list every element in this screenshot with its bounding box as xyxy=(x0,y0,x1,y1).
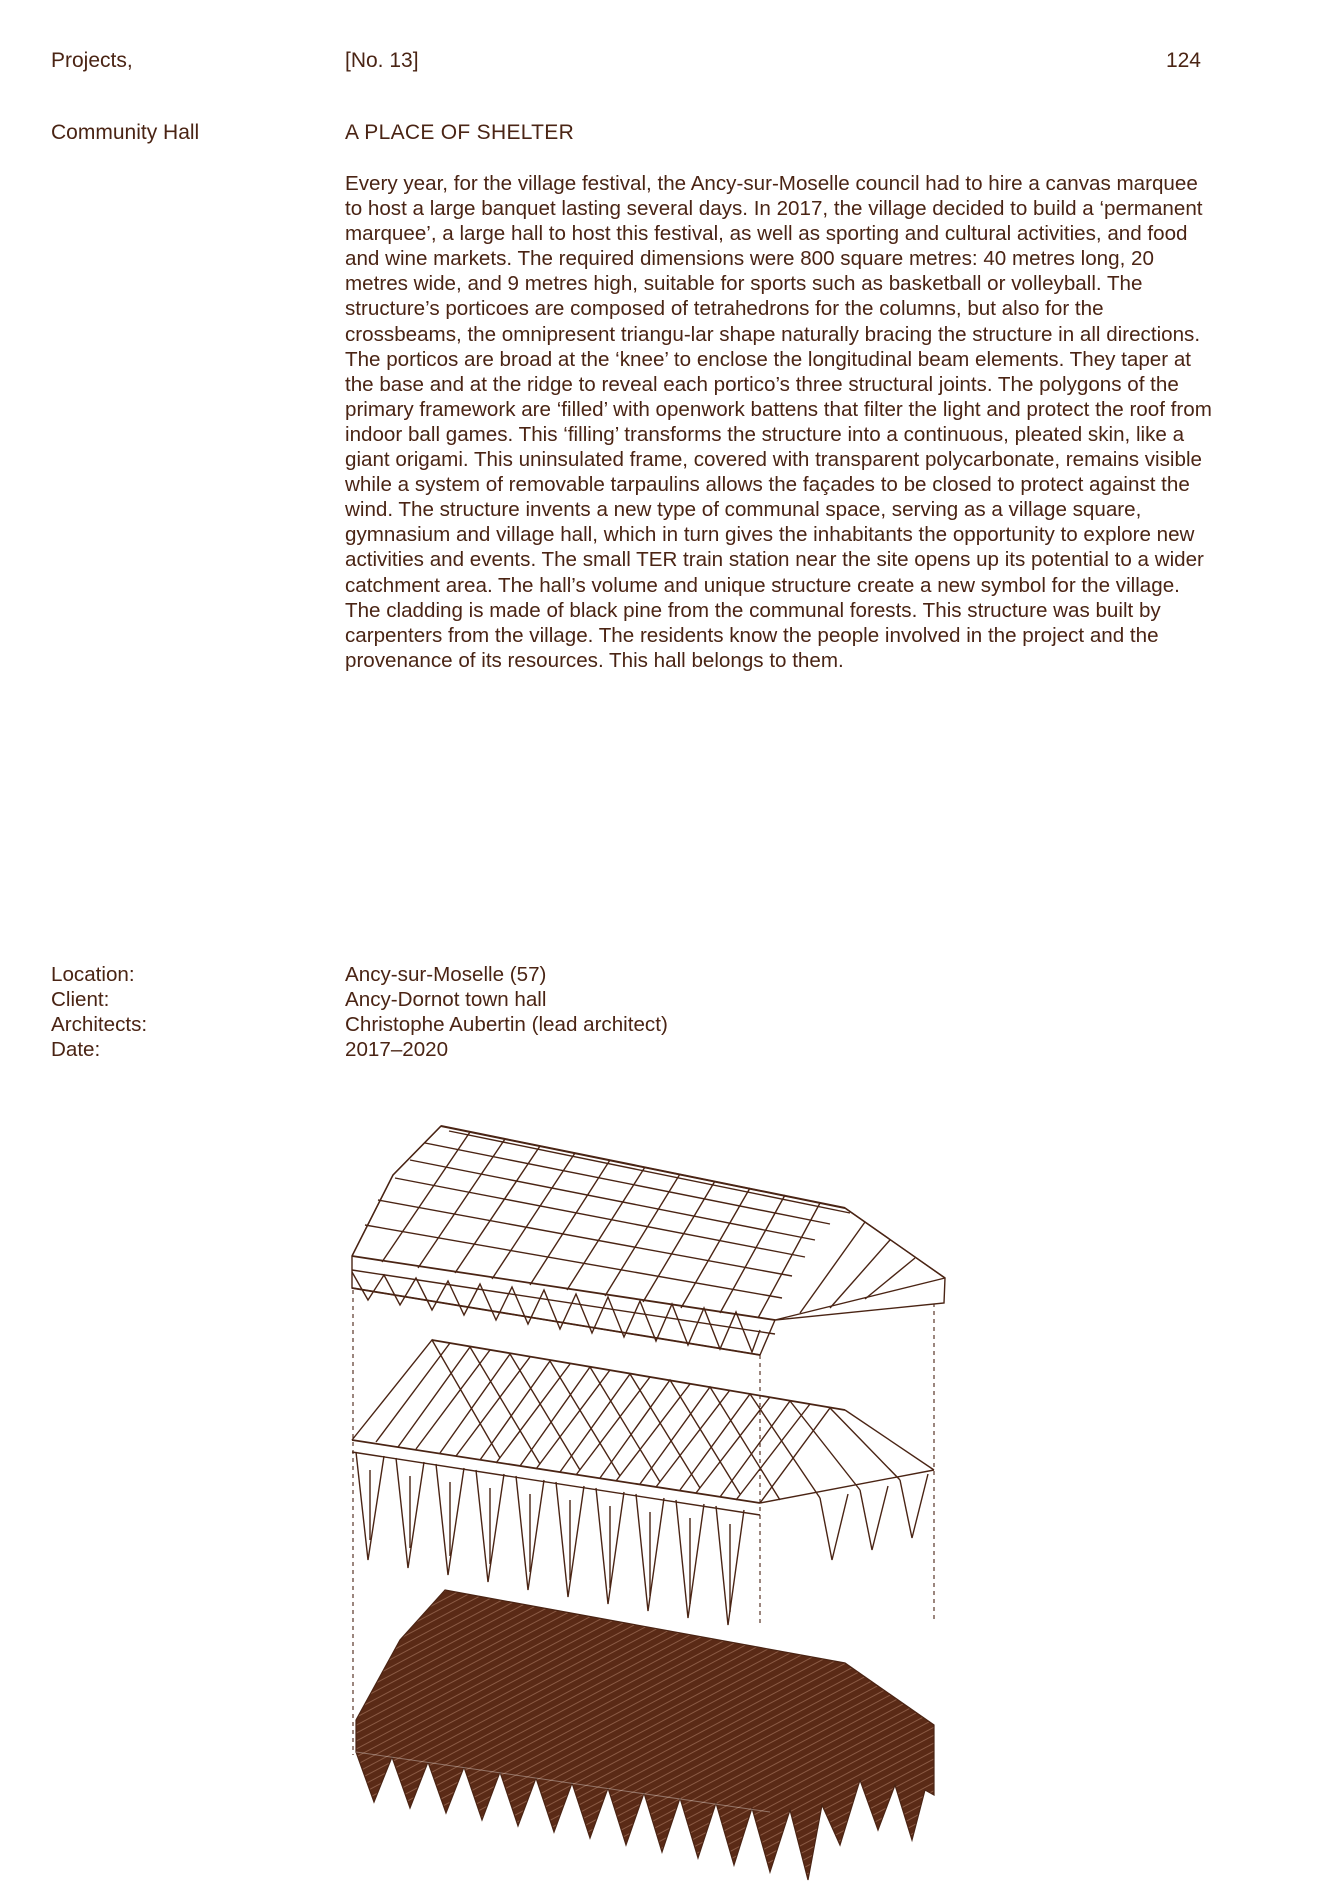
page-number: 124 xyxy=(1165,49,1201,72)
meta-label: Client: xyxy=(51,988,110,1011)
meta-label: Location: xyxy=(51,963,135,986)
running-header-issue: [No. 13] xyxy=(345,49,419,72)
article-title: A PLACE OF SHELTER xyxy=(345,121,575,144)
meta-value: Ancy-sur-Moselle (57) xyxy=(345,963,547,986)
pleated-skin-layer xyxy=(356,1590,934,1880)
meta-value: 2017–2020 xyxy=(345,1038,449,1061)
portal-frame-layer xyxy=(352,1340,934,1625)
meta-value: Ancy-Dornot town hall xyxy=(345,988,547,1011)
meta-label: Date: xyxy=(51,1038,101,1061)
running-header-section: Projects, xyxy=(51,49,133,72)
project-category: Community Hall xyxy=(51,121,200,144)
meta-value: Christophe Aubertin (lead architect) xyxy=(345,1013,668,1036)
article-body: Every year, for the village festival, the Ancy-sur-Moselle council had to hire a canvas marquee to host a large banquet lasting several days. In 2017, the village decided to build a ‘permanent marquee’, a large hall to host this festival, as well as sporting and cultural activities, and food and wine markets. The required dimensions were 800 square metres: 40 metres long, 20 metres wide, and 9 metres high, suitable for sports such as basketball or volleyball. The structure’s porticoes are composed of tetrahedrons for the columns, but also for the crossbeams, the omnipresent triangu-lar shape naturally bracing the structure in all directions. The porticos are broad at the ‘knee’ to enclose the longitudinal beam elements. They taper at the base and at the ridge to reveal each portico’s three structural joints. The polygons of the primary framework are ‘filled’ with openwork battens that filter the light and protect the roof from indoor ball games. This ‘filling’ transforms the structure into a continuous, pleated skin, like a giant origami. This uninsulated frame, covered with transparent polycarbonate, remains visible while a system of removable tarpaulins allows the façades to be closed to protect against the wind. The structure invents a new type of communal space, serving as a village square, gymnasium and village hall, which in turn gives the inhabitants the opportunity to explore new activities and events. The small TER train station near the site opens up its potential to a wider catchment area. The hall’s volume and unique structure create a new symbol for the village. The cladding is made of black pine from the communal forests. This structure was built by carpenters from the village. The residents know the people involved in the project and the provenance of its resources. This hall belongs to them. xyxy=(345,172,1212,672)
envelope-layer xyxy=(352,1126,945,1355)
meta-label: Architects: xyxy=(51,1013,148,1036)
